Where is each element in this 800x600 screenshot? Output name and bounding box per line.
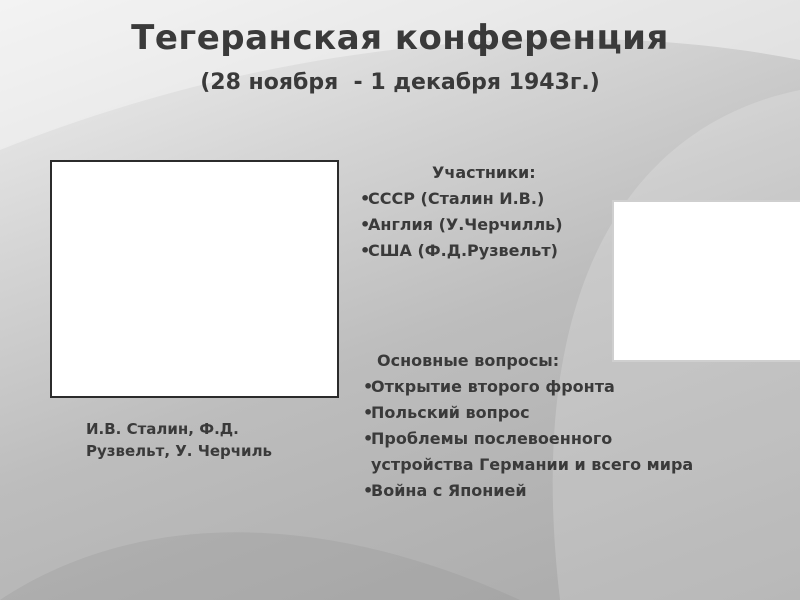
- bullet-icon: •: [360, 215, 371, 234]
- question-postwar: Проблемы послевоенного устройства Германии и всего мира: [371, 429, 694, 474]
- bullet-icon: •: [363, 481, 374, 500]
- slide-title: Тегеранская конференция: [131, 18, 669, 58]
- participant-usa: США (Ф.Д.Рузвельт): [368, 241, 558, 260]
- list-item: [360, 238, 610, 264]
- participant-ussr: СССР (Сталин И.В.): [368, 189, 545, 208]
- leaders-photo: [50, 160, 339, 398]
- question-polish: Польский вопрос: [371, 403, 530, 422]
- bullet-icon: •: [363, 377, 374, 396]
- list-item: [360, 186, 610, 212]
- participants-block: [360, 160, 610, 264]
- conference-photo: [612, 200, 800, 362]
- question-second-front: Открытие второго фронта: [371, 377, 615, 396]
- participants-heading: Участники:: [432, 163, 536, 182]
- bullet-icon: •: [363, 429, 374, 448]
- questions-heading: Основные вопросы:: [377, 351, 560, 370]
- list-item: [360, 212, 610, 238]
- bullet-icon: •: [363, 403, 374, 422]
- list-item: [363, 426, 713, 478]
- participant-england: Англия (У.Черчилль): [368, 215, 563, 234]
- list-item: [363, 374, 713, 400]
- slide-subtitle: (28 ноября - 1 декабря 1943г.): [200, 70, 600, 95]
- questions-block: [363, 348, 713, 504]
- bullet-icon: •: [360, 189, 371, 208]
- bullet-icon: •: [360, 241, 371, 260]
- photo-caption: И.В. Сталин, Ф.Д. Рузвельт, У. Черчиль: [86, 420, 273, 460]
- question-japan: Война с Японией: [371, 481, 527, 500]
- list-item: [363, 478, 713, 504]
- list-item: [363, 400, 713, 426]
